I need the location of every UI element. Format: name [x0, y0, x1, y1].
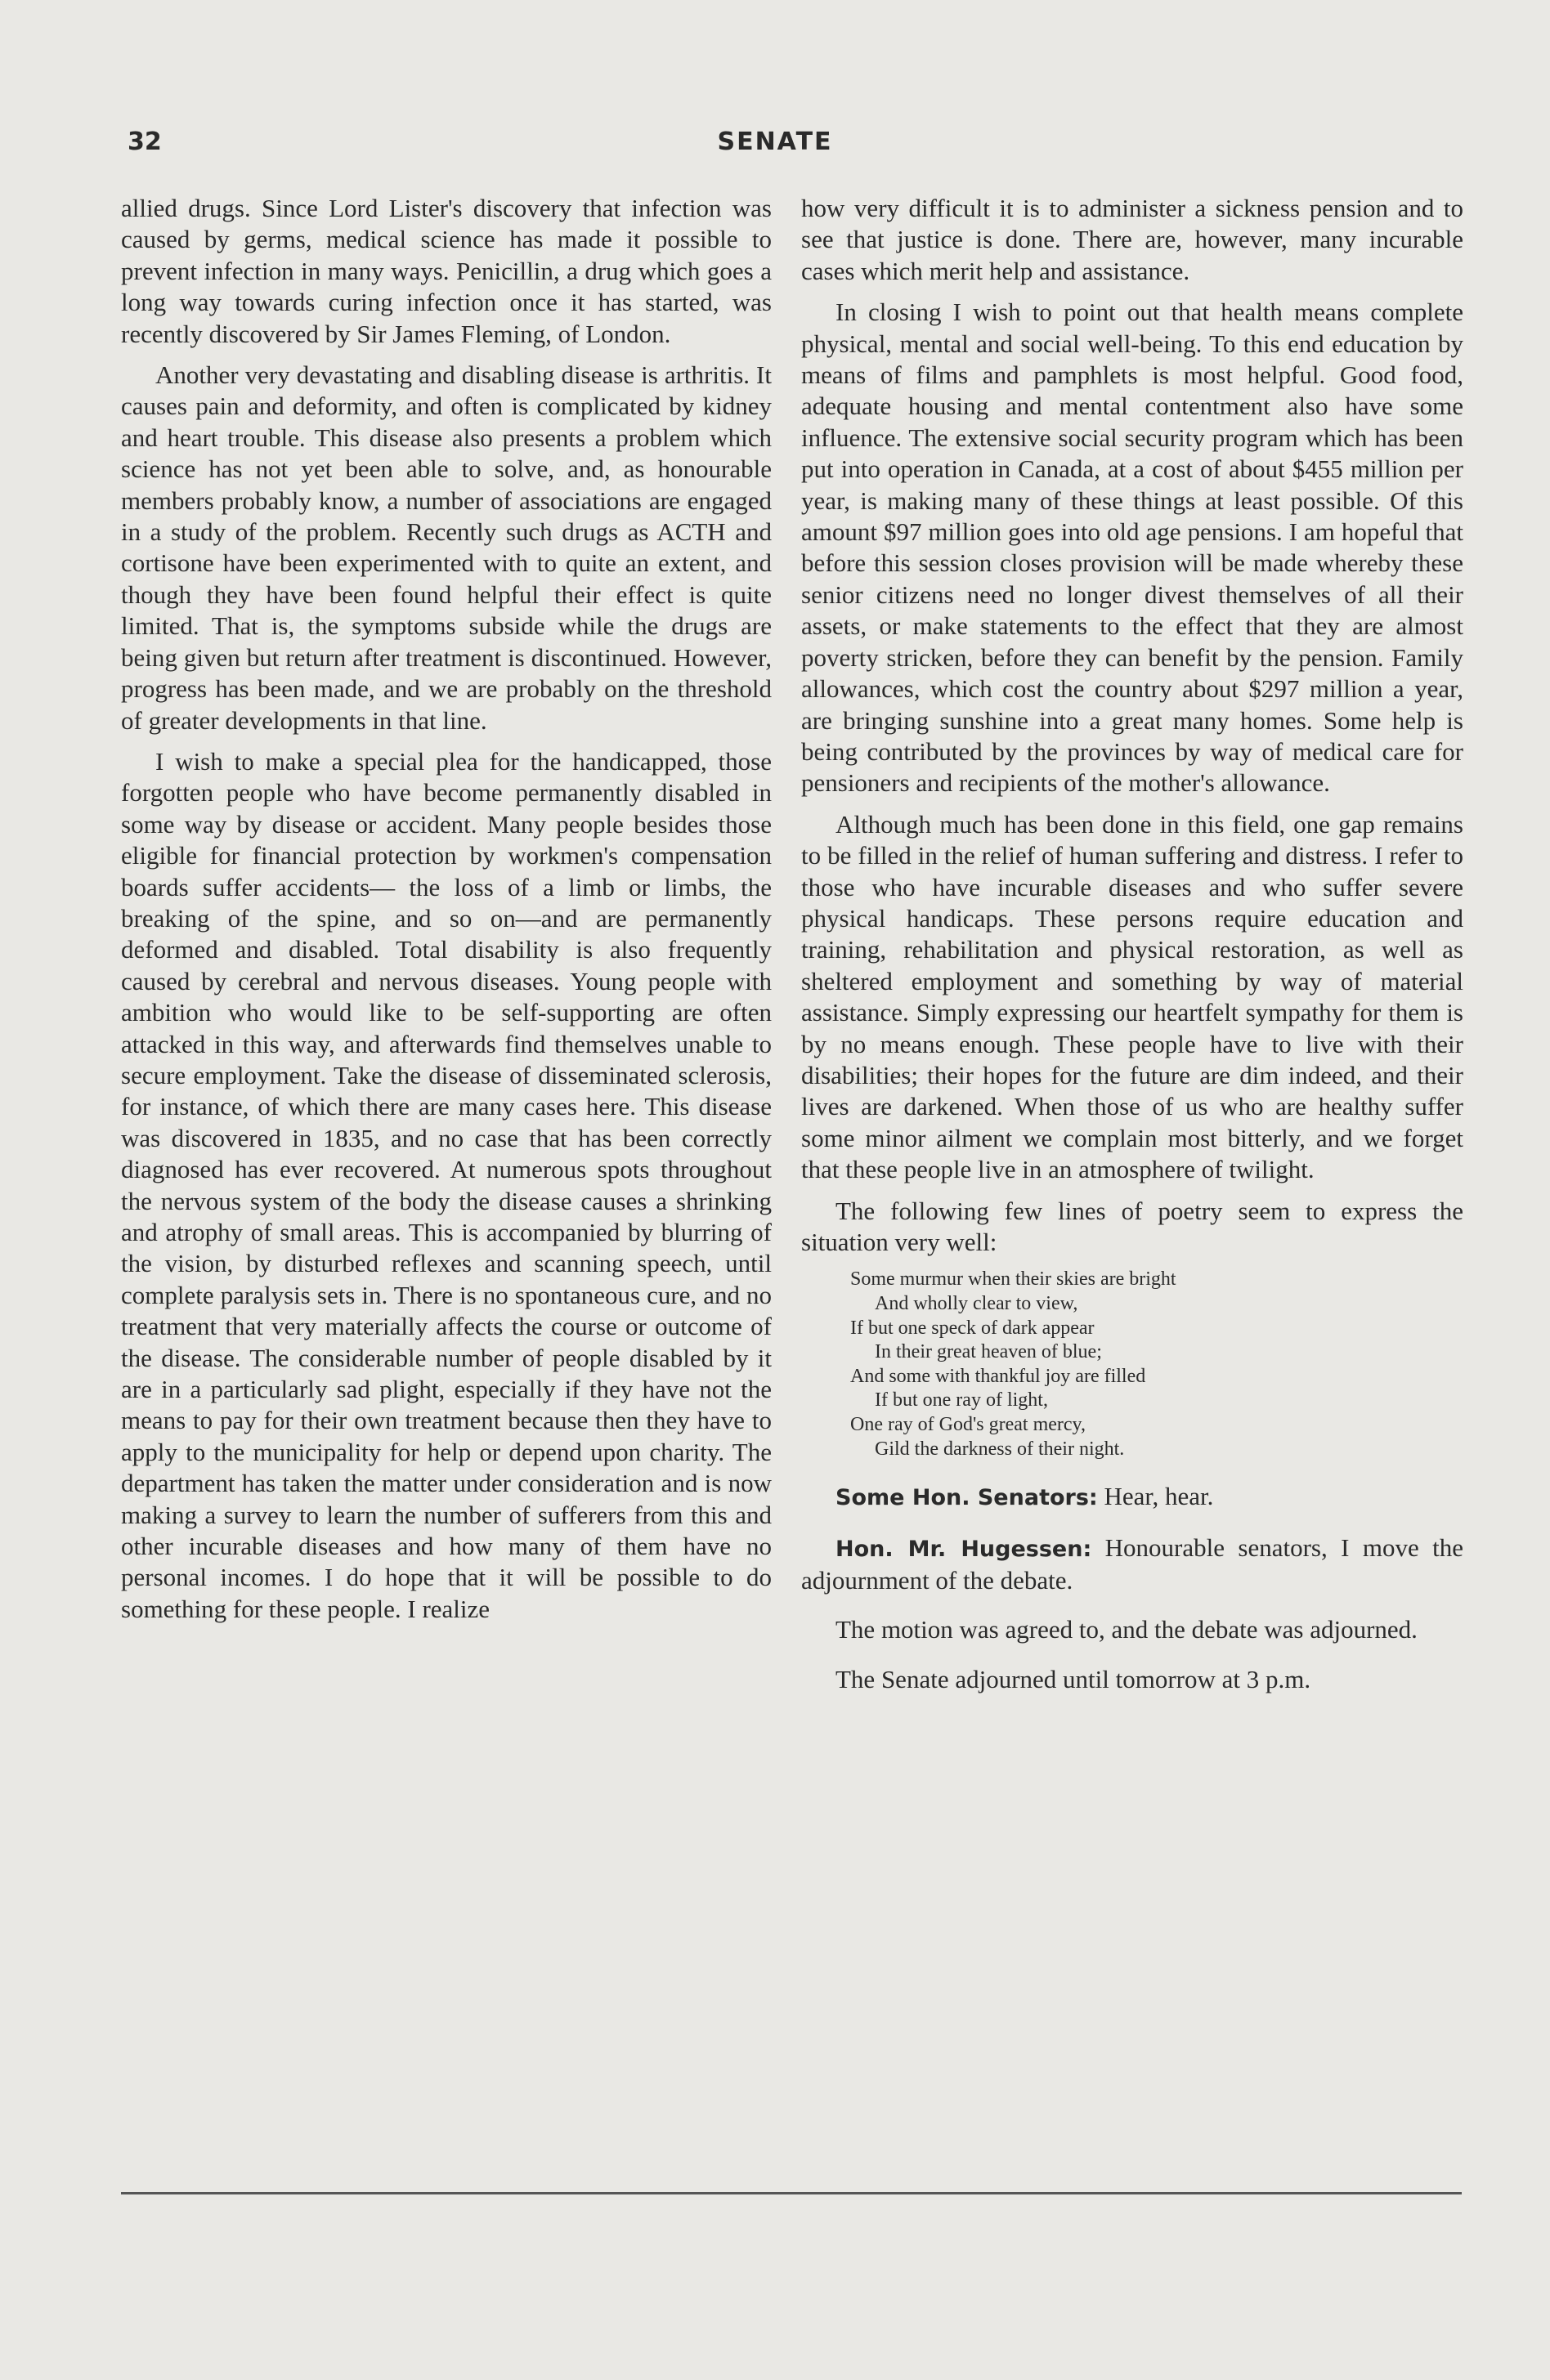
interjection: [801, 1481, 1463, 1514]
poem-line: And wholly clear to view,: [875, 1293, 1078, 1314]
paragraph: allied drugs. Since Lord Lister's discovery that infection was caused by germs, medical science has made it possible to prevent infection in many ways. Penicillin, a drug which goes a long way towards curing infection once it has started, was recently discovered by Sir James Fleming, of London.: [121, 194, 772, 348]
proceedings: [801, 1481, 1463, 1695]
speech-text: Hear, hear.: [1104, 1482, 1214, 1511]
poem-line: And some with thankful joy are filled: [850, 1365, 1146, 1387]
paragraph: how very difficult it is to administer a sickness pension and to see that justice is done. There are, however, many incurable cases which merit help and assistance.: [801, 194, 1463, 285]
bottom-rule: [121, 2192, 1462, 2194]
paragraph: In closing I wish to point out that health means complete physical, mental and social well-being. To this end education by means of films and pamphlets is most helpful. Good food, adequate housing and mental contentment also have some influence. The extensive social security program which has been put into operation in Canada, at a cost of about $455 million per year, is making many of these things at least possible. Of this amount $97 million goes into old age pensions. I am hopeful that before this session closes provision will be made whereby these senior citizens need no longer divest themselves of all their assets, or make statements to the effect that they are almost poverty stricken, before they can benefit by the pension. Family allowances, which cost the country about $297 million a year, are bringing sunshine into a great many homes. Some help is being contributed by the provinces by way of medical care for pensioners and recipients of the mother's allowance.: [801, 298, 1463, 798]
speech-text: Honourable senators, I move the adjournment of the debate.: [801, 1532, 1463, 1595]
left-column: [121, 193, 772, 1635]
poem-line: If but one speck of dark appear: [850, 1317, 1095, 1339]
poem-line: Gild the darkness of their night.: [875, 1438, 1125, 1460]
paragraph: Another very devastating and disabling disease is arthritis. It causes pain and deformity, and often is complicated by kidney and heart trouble. This disease also presents a problem which science has not yet been able to solve, and, as honourable members probably know, a number of associations are engaged in a study of the problem. Recently such drugs as ACTH and cortisone have been experimented with to quite an extent, and though they have been found helpful their effect is quite limited. That is, the symptoms subside while the drugs are being given but return after treatment is discontinued. However, progress has been made, and we are probably on the threshold of greater developments in that line.: [121, 360, 772, 735]
paragraph: Although much has been done in this field, one gap remains to be filled in the relief of human suffering and distress. I refer to those who have incurable diseases and who suffer severe physical handicaps. These persons require education and training, rehabilitation and physical restoration, as well as sheltered employment and something by way of material assistance. Simply expressing our heartfelt sympathy for them is by no means enough. These people have to live with their disabilities; their hopes for the future are dim indeed, and their lives are darkened. When those of us who are healthy suffer some minor ailment we complain most bitterly, and we forget that these people live in an atmosphere of twilight.: [801, 809, 1463, 1184]
paragraph: The following few lines of poetry seem to express the situation very well:: [801, 1196, 1463, 1256]
running-head: SENATE: [717, 128, 833, 156]
closing-paragraph: The Senate adjourned until tomorrow at 3 p.m.: [835, 1664, 1311, 1693]
closing-paragraph: The motion was agreed to, and the debate was adjourned.: [835, 1615, 1418, 1644]
poem-line: In their great heaven of blue;: [875, 1341, 1102, 1363]
motion: [801, 1532, 1463, 1597]
poem-line: Some murmur when their skies are bright: [850, 1268, 1176, 1291]
right-column: [801, 193, 1463, 1713]
poem-line: One ray of God's great mercy,: [850, 1413, 1086, 1435]
page-number: 32: [128, 128, 162, 156]
speaker-name: Some Hon. Senators:: [835, 1485, 1098, 1511]
speaker-name: Hon. Mr. Hugessen:: [835, 1536, 1092, 1562]
paragraph: I wish to make a special plea for the handicapped, those forgotten people who have become permanently disabled in some way by disease or accident. Many people besides those eligible for financial protection by workmen's compensation boards suffer accidents— the loss of a limb or limbs, the breaking of the spine, and so on—and are permanently deformed and disabled. Total disability is also frequently caused by cerebral and nervous diseases. Young people with ambition who would like to be self-supporting are often attacked in this way, and afterwards find themselves unable to secure employment. Take the disease of disseminated sclerosis, for instance, of which there are many cases here. This disease was discovered in 1835, and no case that has been correctly diagnosed has ever recovered. At numerous spots throughout the nervous system of the body the disease causes a shrinking and atrophy of small areas. This is accompanied by blurring of the vision, by disturbed reflexes and scanning speech, until complete paralysis sets in. There is no spontaneous cure, and no treatment that very materially affects the course or outcome of the disease. The considerable number of people disabled by it are in a particularly sad plight, especially if they have not the means to pay for their own treatment because then they have to apply to the municipality for help or depend upon charity. The department has taken the matter under consideration and is now making a survey to learn the number of sufferers from this and other incurable diseases and how many of them have no personal incomes. I do hope that it will be possible to do something for these people. I realize: [121, 746, 772, 1623]
poem-line: If but one ray of light,: [875, 1389, 1048, 1411]
poem: [850, 1268, 1463, 1461]
